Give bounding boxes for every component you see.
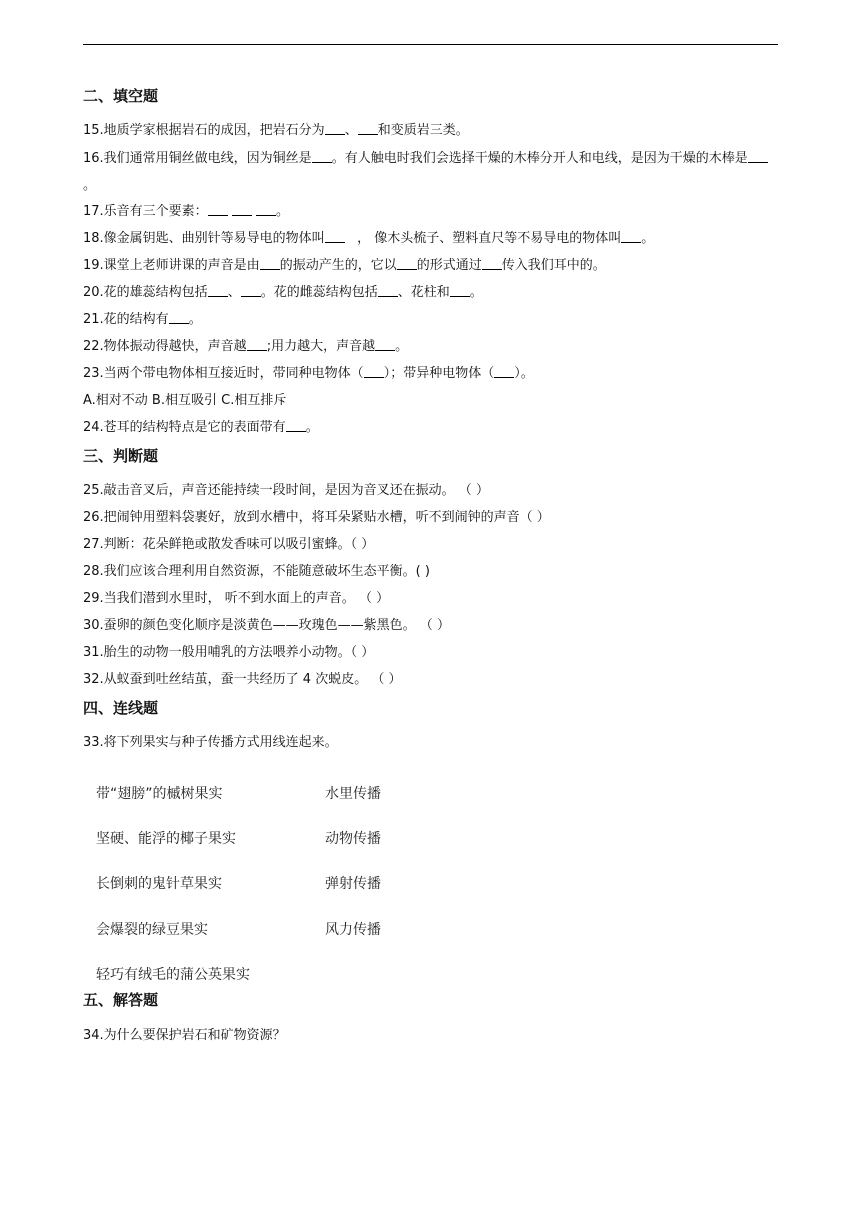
answer-blank[interactable]	[748, 149, 768, 163]
matching-left-item[interactable]: 长倒刺的鬼针草果实	[96, 876, 222, 892]
section-heading-fill-in: 二、填空题	[83, 87, 159, 105]
matching-left-item[interactable]: 带“翅膀”的槭树果实	[96, 786, 223, 802]
question-22: 22.物体振动得越快，声音越 ;用力越大，声音越 。	[83, 339, 409, 354]
matching-right-item[interactable]: 弹射传播	[325, 876, 381, 892]
answer-blank[interactable]	[260, 256, 280, 270]
question-30: 30.蚕卵的颜色变化顺序是淡黄色——玫瑰色——紫黑色。 （ ）	[83, 618, 450, 633]
answer-blank[interactable]	[621, 229, 641, 243]
answer-blank[interactable]	[256, 202, 276, 216]
question-17: 17.乐音有三个要素： 。	[83, 204, 289, 219]
question-23: 23.当两个带电物体相互接近时，带同种电物体（ ）；带异种电物体（ ）。	[83, 366, 534, 381]
answer-blank[interactable]	[375, 337, 395, 351]
section-heading-true-false: 三、判断题	[83, 447, 159, 465]
answer-blank[interactable]	[482, 256, 502, 270]
answer-blank[interactable]	[169, 310, 189, 324]
answer-blank[interactable]	[247, 337, 267, 351]
question-23-options: A.相对不动 B.相互吸引 C.相互排斥	[83, 393, 287, 408]
answer-blank[interactable]	[312, 149, 332, 163]
question-31: 31.胎生的动物一般用哺乳的方法喂养小动物。（ ）	[83, 645, 375, 660]
matching-left-item[interactable]: 坚硬、能浮的椰子果实	[96, 831, 236, 847]
answer-blank[interactable]	[450, 283, 470, 297]
question-29: 29.当我们潜到水里时， 听不到水面上的声音。 （ ）	[83, 591, 390, 606]
answer-blank[interactable]	[241, 283, 261, 297]
top-rule	[83, 44, 778, 45]
answer-blank[interactable]	[286, 418, 306, 432]
question-34: 34.为什么要保护岩石和矿物资源？	[83, 1028, 286, 1043]
question-28: 28.我们应该合理利用自然资源，不能随意破坏生态平衡。( )	[83, 564, 430, 579]
matching-left-item[interactable]: 轻巧有绒毛的蒲公英果实	[96, 967, 250, 983]
question-27: 27.判断：花朵鲜艳或散发香味可以吸引蜜蜂。（ ）	[83, 537, 375, 552]
question-26: 26.把闹钟用塑料袋裹好，放到水槽中，将耳朵紧贴水槽，听不到闹钟的声音（ ）	[83, 510, 550, 525]
section-heading-matching: 四、连线题	[83, 699, 159, 717]
answer-blank[interactable]	[208, 202, 228, 216]
answer-blank[interactable]	[325, 229, 345, 243]
question-19: 19.课堂上老师讲课的声音是由 的振动产生的，它以 的形式通过 传入我们耳中的。	[83, 258, 606, 273]
matching-left-item[interactable]: 会爆裂的绿豆果实	[96, 922, 208, 938]
answer-blank[interactable]	[208, 283, 228, 297]
question-16: 16.我们通常用铜丝做电线，因为铜丝是 。有人触电时我们会选择干燥的木棒分开人和电线，是因为干燥的木棒是。	[83, 145, 778, 199]
matching-right-item[interactable]: 动物传播	[325, 831, 381, 847]
answer-blank[interactable]	[364, 364, 384, 378]
matching-right-item[interactable]: 水里传播	[325, 786, 381, 802]
answer-blank[interactable]	[358, 121, 378, 135]
question-18: 18.像金属钥匙、曲别针等易导电的物体叫 ， 像木头梳子、塑料直尺等不易导电的物体叫 。	[83, 231, 655, 246]
section-heading-short-answer: 五、解答题	[83, 991, 159, 1009]
question-15: 15.地质学家根据岩石的成因，把岩石分为 、 和变质岩三类。	[83, 123, 469, 138]
answer-blank[interactable]	[397, 256, 417, 270]
question-21: 21.花的结构有 。	[83, 312, 202, 327]
answer-blank[interactable]	[325, 121, 345, 135]
question-24: 24.苍耳的结构特点是它的表面带有 。	[83, 420, 319, 435]
answer-blank[interactable]	[378, 283, 398, 297]
question-25: 25.敲击音叉后，声音还能持续一段时间，是因为音叉还在振动。 （ ）	[83, 483, 489, 498]
question-20: 20.花的雄蕊结构包括 、 。花的雌蕊结构包括 、花柱和 。	[83, 285, 483, 300]
matching-right-item[interactable]: 风力传播	[325, 922, 381, 938]
question-33: 33.将下列果实与种子传播方式用线连起来。	[83, 735, 338, 750]
answer-blank[interactable]	[494, 364, 514, 378]
question-32: 32.从蚁蚕到吐丝结茧，蚕一共经历了 4 次蜕皮。 （ ）	[83, 672, 402, 687]
answer-blank[interactable]	[232, 202, 252, 216]
